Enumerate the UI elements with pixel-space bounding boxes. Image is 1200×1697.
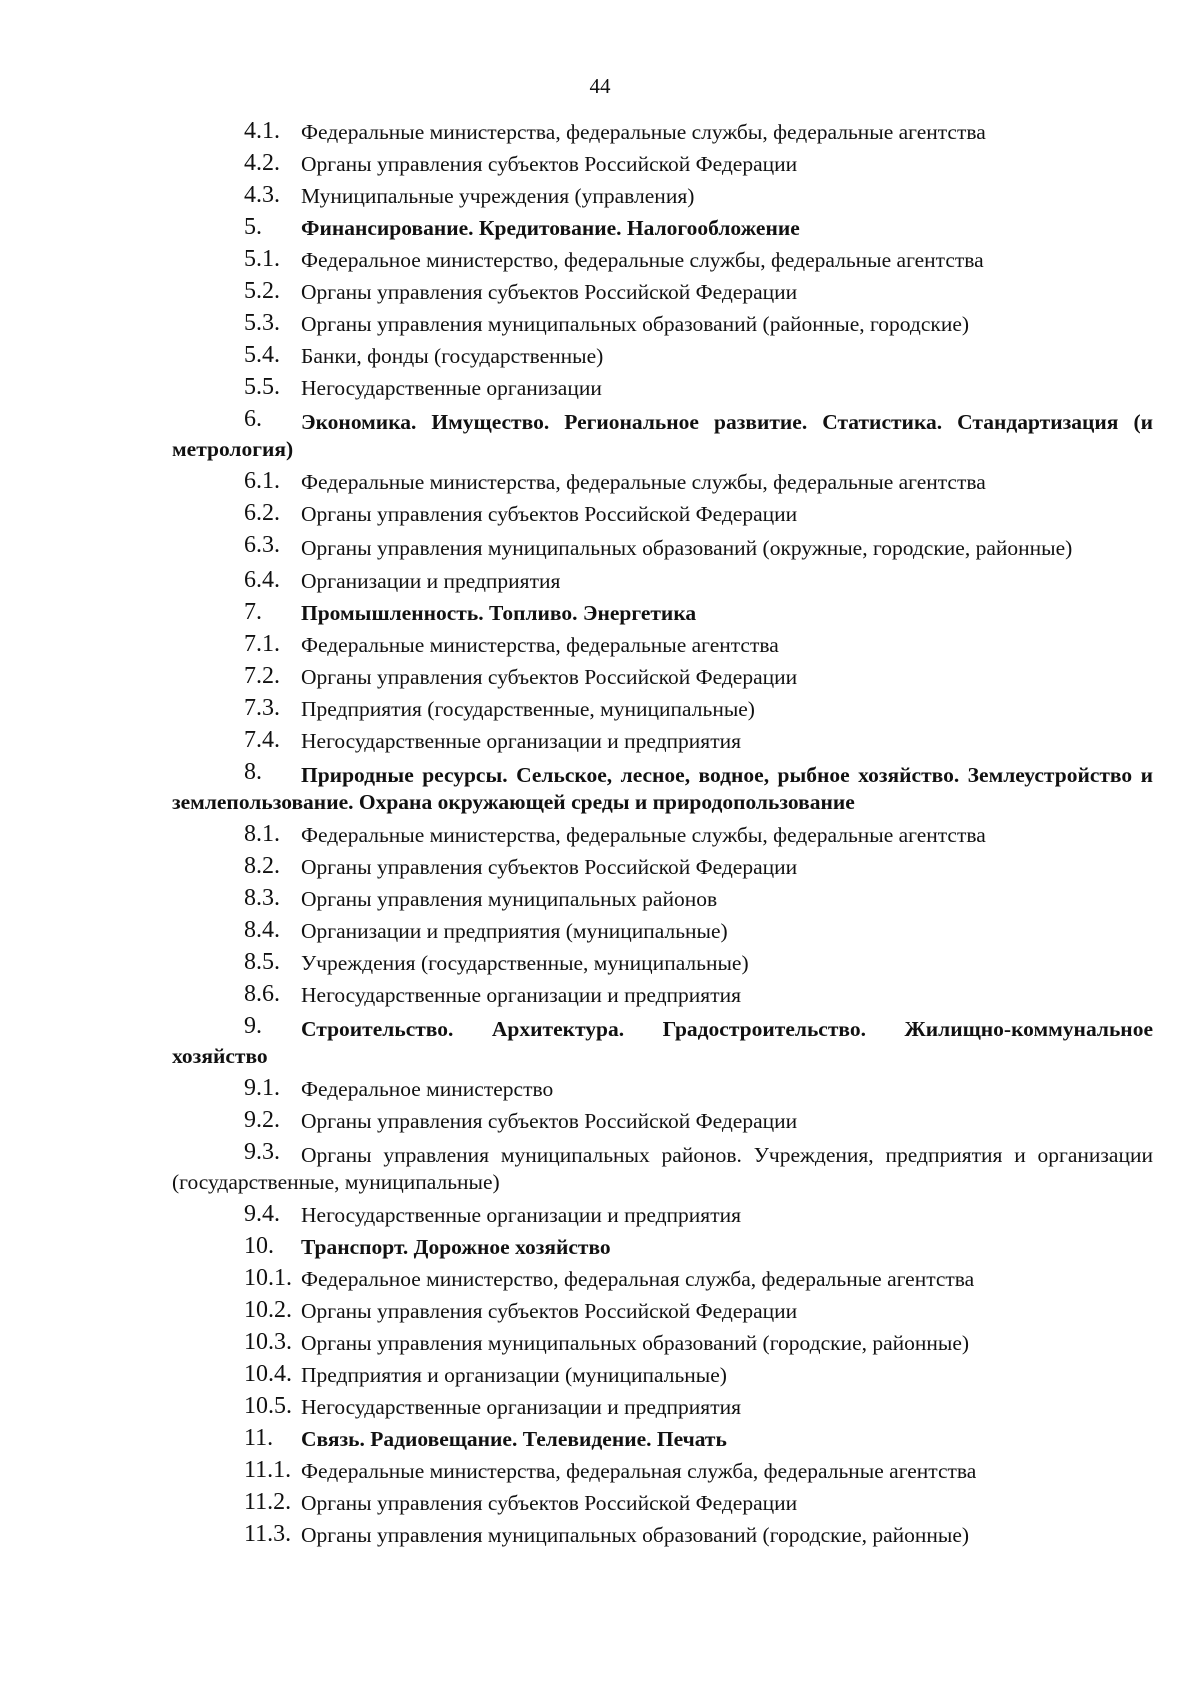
list-item (172, 1391, 1153, 1423)
section-number: 5. (244, 214, 262, 240)
item-text: Федеральное министерство, федеральные службы, федеральные агентства (301, 248, 984, 272)
list-item (172, 498, 1153, 530)
item-number: 9.2. (244, 1107, 280, 1133)
item-number: 8.6. (244, 981, 280, 1007)
item-number: 4.2. (244, 150, 280, 176)
list-item (172, 725, 1153, 757)
item-number: 8.2. (244, 853, 280, 879)
item-number: 7.1. (244, 631, 280, 657)
list-item (172, 947, 1153, 979)
item-number: 11.3. (244, 1521, 292, 1547)
item-number: 5.2. (244, 278, 280, 304)
item-text: Органы управления субъектов Российской Федерации (301, 1109, 798, 1133)
list-item (172, 1073, 1153, 1105)
item-text: Органы управления субъектов Российской Федерации (301, 280, 798, 304)
list-item (172, 148, 1153, 180)
item-text: Федеральные министерства, федеральные службы, федеральные агентства (301, 120, 986, 144)
item-text: Федеральные министерства, федеральные агентства (301, 633, 779, 657)
section-heading (172, 1231, 1153, 1263)
list-item (172, 1519, 1153, 1551)
item-number: 6.1. (244, 468, 280, 494)
section-title: Промышленность. Топливо. Энергетика (301, 601, 697, 625)
list-item (172, 180, 1153, 212)
list-item (172, 1137, 1153, 1196)
item-text: Учреждения (государственные, муниципальные) (301, 951, 749, 975)
section-heading (172, 757, 1153, 816)
list-item (172, 340, 1153, 372)
item-number: 11.2. (244, 1489, 292, 1515)
item-text: Предприятия (государственные, муниципальные) (301, 697, 755, 721)
item-text: Органы управления муниципальных районов. Учреждения, предприятия и организации (государственные, муниципальные) (172, 1143, 1153, 1194)
item-number: 7.4. (244, 727, 280, 753)
item-number: 7.3. (244, 695, 280, 721)
list-item (172, 466, 1153, 498)
item-text: Негосударственные организации и предприятия (301, 729, 741, 753)
section-title: Природные ресурсы. Сельское, лесное, водное, рыбное хозяйство. Землеустройство и землепользование. Охрана окружающей среды и природопользование (172, 763, 1153, 814)
section-heading (172, 404, 1153, 463)
item-number: 6.4. (244, 567, 280, 593)
item-text: Органы управления муниципальных образований (окружные, городские, районные) (301, 536, 1073, 560)
page-number: 44 (589, 74, 611, 98)
list-item (172, 1263, 1153, 1295)
list-item (172, 979, 1153, 1011)
section-number: 10. (244, 1233, 274, 1259)
item-number: 8.4. (244, 917, 280, 943)
section-title: Финансирование. Кредитование. Налогообложение (301, 216, 800, 240)
item-text: Негосударственные организации (301, 376, 602, 400)
item-number: 8.5. (244, 949, 280, 975)
list-item (172, 661, 1153, 693)
item-number: 5.1. (244, 246, 280, 272)
item-text: Федеральные министерства, федеральная служба, федеральные агентства (301, 1459, 977, 1483)
item-text: Органы управления муниципальных образований (городские, районные) (301, 1331, 970, 1355)
item-number: 11.1. (244, 1457, 292, 1483)
list-item (172, 308, 1153, 340)
item-number: 7.2. (244, 663, 280, 689)
item-text: Муниципальные учреждения (управления) (301, 184, 695, 208)
item-number: 10.2. (244, 1297, 292, 1323)
item-number: 10.1. (244, 1265, 292, 1291)
list-item (172, 565, 1153, 597)
section-number: 7. (244, 599, 262, 625)
item-text: Организации и предприятия (муниципальные) (301, 919, 728, 943)
list-item (172, 1105, 1153, 1137)
item-text: Органы управления субъектов Российской Федерации (301, 1491, 798, 1515)
item-number: 9.1. (244, 1075, 280, 1101)
section-heading (172, 1011, 1153, 1070)
item-text: Федеральное министерство, федеральная служба, федеральные агентства (301, 1267, 975, 1291)
item-text: Органы управления муниципальных образований (городские, районные) (301, 1523, 970, 1547)
item-number: 4.1. (244, 118, 280, 144)
section-title: Связь. Радиовещание. Телевидение. Печать (301, 1427, 727, 1451)
list-item (172, 530, 1153, 562)
list-item (172, 693, 1153, 725)
section-title: Экономика. Имущество. Региональное развитие. Статистика. Стандартизация (и метрология) (172, 410, 1153, 461)
item-text: Предприятия и организации (муниципальные) (301, 1363, 727, 1387)
section-title: Транспорт. Дорожное хозяйство (301, 1235, 611, 1259)
item-number: 8.3. (244, 885, 280, 911)
list-item (172, 1327, 1153, 1359)
section-heading (172, 1423, 1153, 1455)
item-text: Органы управления муниципальных образований (районные, городские) (301, 312, 970, 336)
item-number: 9.3. (244, 1139, 280, 1165)
item-number: 5.3. (244, 310, 280, 336)
list-item (172, 883, 1153, 915)
list-item (172, 116, 1153, 148)
item-text: Органы управления субъектов Российской Федерации (301, 502, 798, 526)
list-item (172, 851, 1153, 883)
section-number: 9. (244, 1013, 262, 1039)
item-text: Органы управления субъектов Российской Федерации (301, 1299, 798, 1323)
item-text: Банки, фонды (государственные) (301, 344, 604, 368)
item-number: 5.4. (244, 342, 280, 368)
section-number: 8. (244, 759, 262, 785)
item-number: 10.4. (244, 1361, 292, 1387)
item-text: Органы управления субъектов Российской Федерации (301, 855, 798, 879)
item-text: Федеральное министерство (301, 1077, 554, 1101)
item-number: 10.5. (244, 1393, 292, 1419)
list-item (172, 1199, 1153, 1231)
section-number: 11. (244, 1425, 274, 1451)
list-item (172, 1359, 1153, 1391)
item-text: Федеральные министерства, федеральные службы, федеральные агентства (301, 823, 986, 847)
list-item (172, 1455, 1153, 1487)
list-item (172, 276, 1153, 308)
list-item (172, 915, 1153, 947)
item-text: Органы управления субъектов Российской Федерации (301, 665, 798, 689)
list-item (172, 372, 1153, 404)
item-text: Органы управления муниципальных районов (301, 887, 718, 911)
item-number: 6.3. (244, 532, 280, 558)
list-item (172, 819, 1153, 851)
item-text: Организации и предприятия (301, 569, 561, 593)
classifier-list (0, 116, 1200, 1551)
item-number: 5.5. (244, 374, 280, 400)
item-text: Федеральные министерства, федеральные службы, федеральные агентства (301, 470, 986, 494)
item-text: Негосударственные организации и предприятия (301, 1203, 741, 1227)
item-number: 4.3. (244, 182, 280, 208)
item-number: 6.2. (244, 500, 280, 526)
section-heading (172, 212, 1153, 244)
section-heading (172, 597, 1153, 629)
list-item (172, 1295, 1153, 1327)
list-item (172, 1487, 1153, 1519)
item-number: 10.3. (244, 1329, 292, 1355)
item-text: Негосударственные организации и предприятия (301, 983, 741, 1007)
item-number: 8.1. (244, 821, 280, 847)
list-item (172, 629, 1153, 661)
item-text: Органы управления субъектов Российской Федерации (301, 152, 798, 176)
item-number: 9.4. (244, 1201, 280, 1227)
section-number: 6. (244, 406, 262, 432)
section-title: Строительство. Архитектура. Градостроительство. Жилищно-коммунальное хозяйство (172, 1017, 1153, 1068)
item-text: Негосударственные организации и предприятия (301, 1395, 741, 1419)
list-item (172, 244, 1153, 276)
